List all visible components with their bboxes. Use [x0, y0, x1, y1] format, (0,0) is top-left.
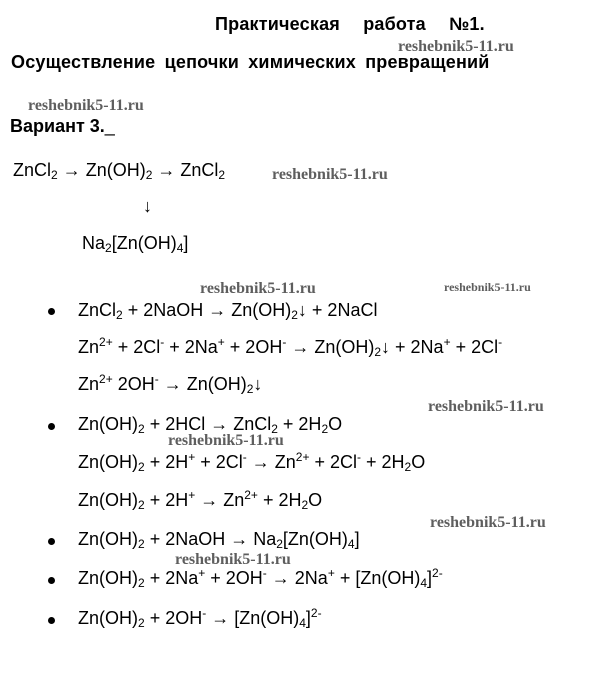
watermark: reshebnik5-11.ru	[272, 166, 388, 183]
variant-label: Вариант 3.	[10, 116, 105, 136]
page-title: Практическая работа №1.	[215, 14, 485, 34]
equation-line: $Zn^{2+}$ $2OH^- \to Zn(OH)_2↓$	[78, 372, 263, 396]
chain-part: ZnCl	[13, 160, 52, 180]
watermark: reshebnik5-11.ru	[428, 398, 544, 415]
watermark: reshebnik5-11.ru	[28, 97, 144, 114]
down-arrow-icon: ↓	[143, 196, 152, 216]
bullet-icon	[48, 577, 55, 584]
equation-line: $Zn(OH)_2 + 2H^+ \to Zn^{2+} + 2H_2O$	[78, 488, 323, 512]
watermark: reshebnik5-11.ru	[430, 514, 546, 531]
chain-branch: $Na_2[Zn(OH)_4]$	[82, 233, 189, 255]
chain-sub: 2	[218, 168, 226, 182]
watermark: reshebnik5-11.ru	[200, 280, 316, 297]
equation-line: ZnCl$_2$ + 2NaOH → $Zn(OH)_2↓$ + 2NaCl	[78, 300, 378, 322]
watermark: reshebnik5-11.ru	[444, 280, 531, 294]
bullet-icon	[48, 423, 55, 430]
chain-line	[13, 160, 225, 181]
variant-heading: Вариант 3._	[10, 116, 115, 136]
bullet-icon	[48, 617, 55, 624]
watermark: reshebnik5-11.ru	[168, 432, 284, 449]
chain-part: → ZnCl	[152, 160, 219, 180]
equation-line: $Zn(OH)_2 + 2HCl$ → ZnCl$_2$ + $2H_2O$	[78, 414, 343, 436]
page-subtitle: Осуществление цепочки химических превращений	[11, 52, 490, 72]
watermark: reshebnik5-11.ru	[175, 551, 291, 568]
equation-line: $Zn(OH)_2 + 2H^+ + 2Cl^- \to Zn^{2+} + 2Cl^- + 2H_2O$	[78, 450, 426, 474]
chain-sub: 2	[51, 168, 58, 182]
bullet-icon	[48, 538, 55, 545]
equation-line: $Zn(OH)_2 + 2Na^+ + 2OH^- \to 2Na^+ + [Zn(OH)_4]^{2-}$	[78, 566, 443, 590]
bullet-icon	[48, 308, 55, 315]
equation-line: $Zn(OH)_2 + 2OH^- \to [Zn(OH)_4]^{2-}$	[78, 606, 322, 630]
equation-line: $Zn(OH)_2$ + 2NaOH → $Na_2[Zn(OH)_4]$	[78, 529, 360, 551]
watermark: reshebnik5-11.ru	[398, 38, 514, 55]
chain-sub: 2	[145, 168, 153, 182]
chain-part: → Zn(OH)	[57, 160, 146, 180]
equation-line: $Zn^{2+} + 2Cl^- + 2Na^+ + 2OH^-$ → $Zn(OH)_2↓ + 2Na^+ + 2Cl^-$	[78, 335, 503, 359]
